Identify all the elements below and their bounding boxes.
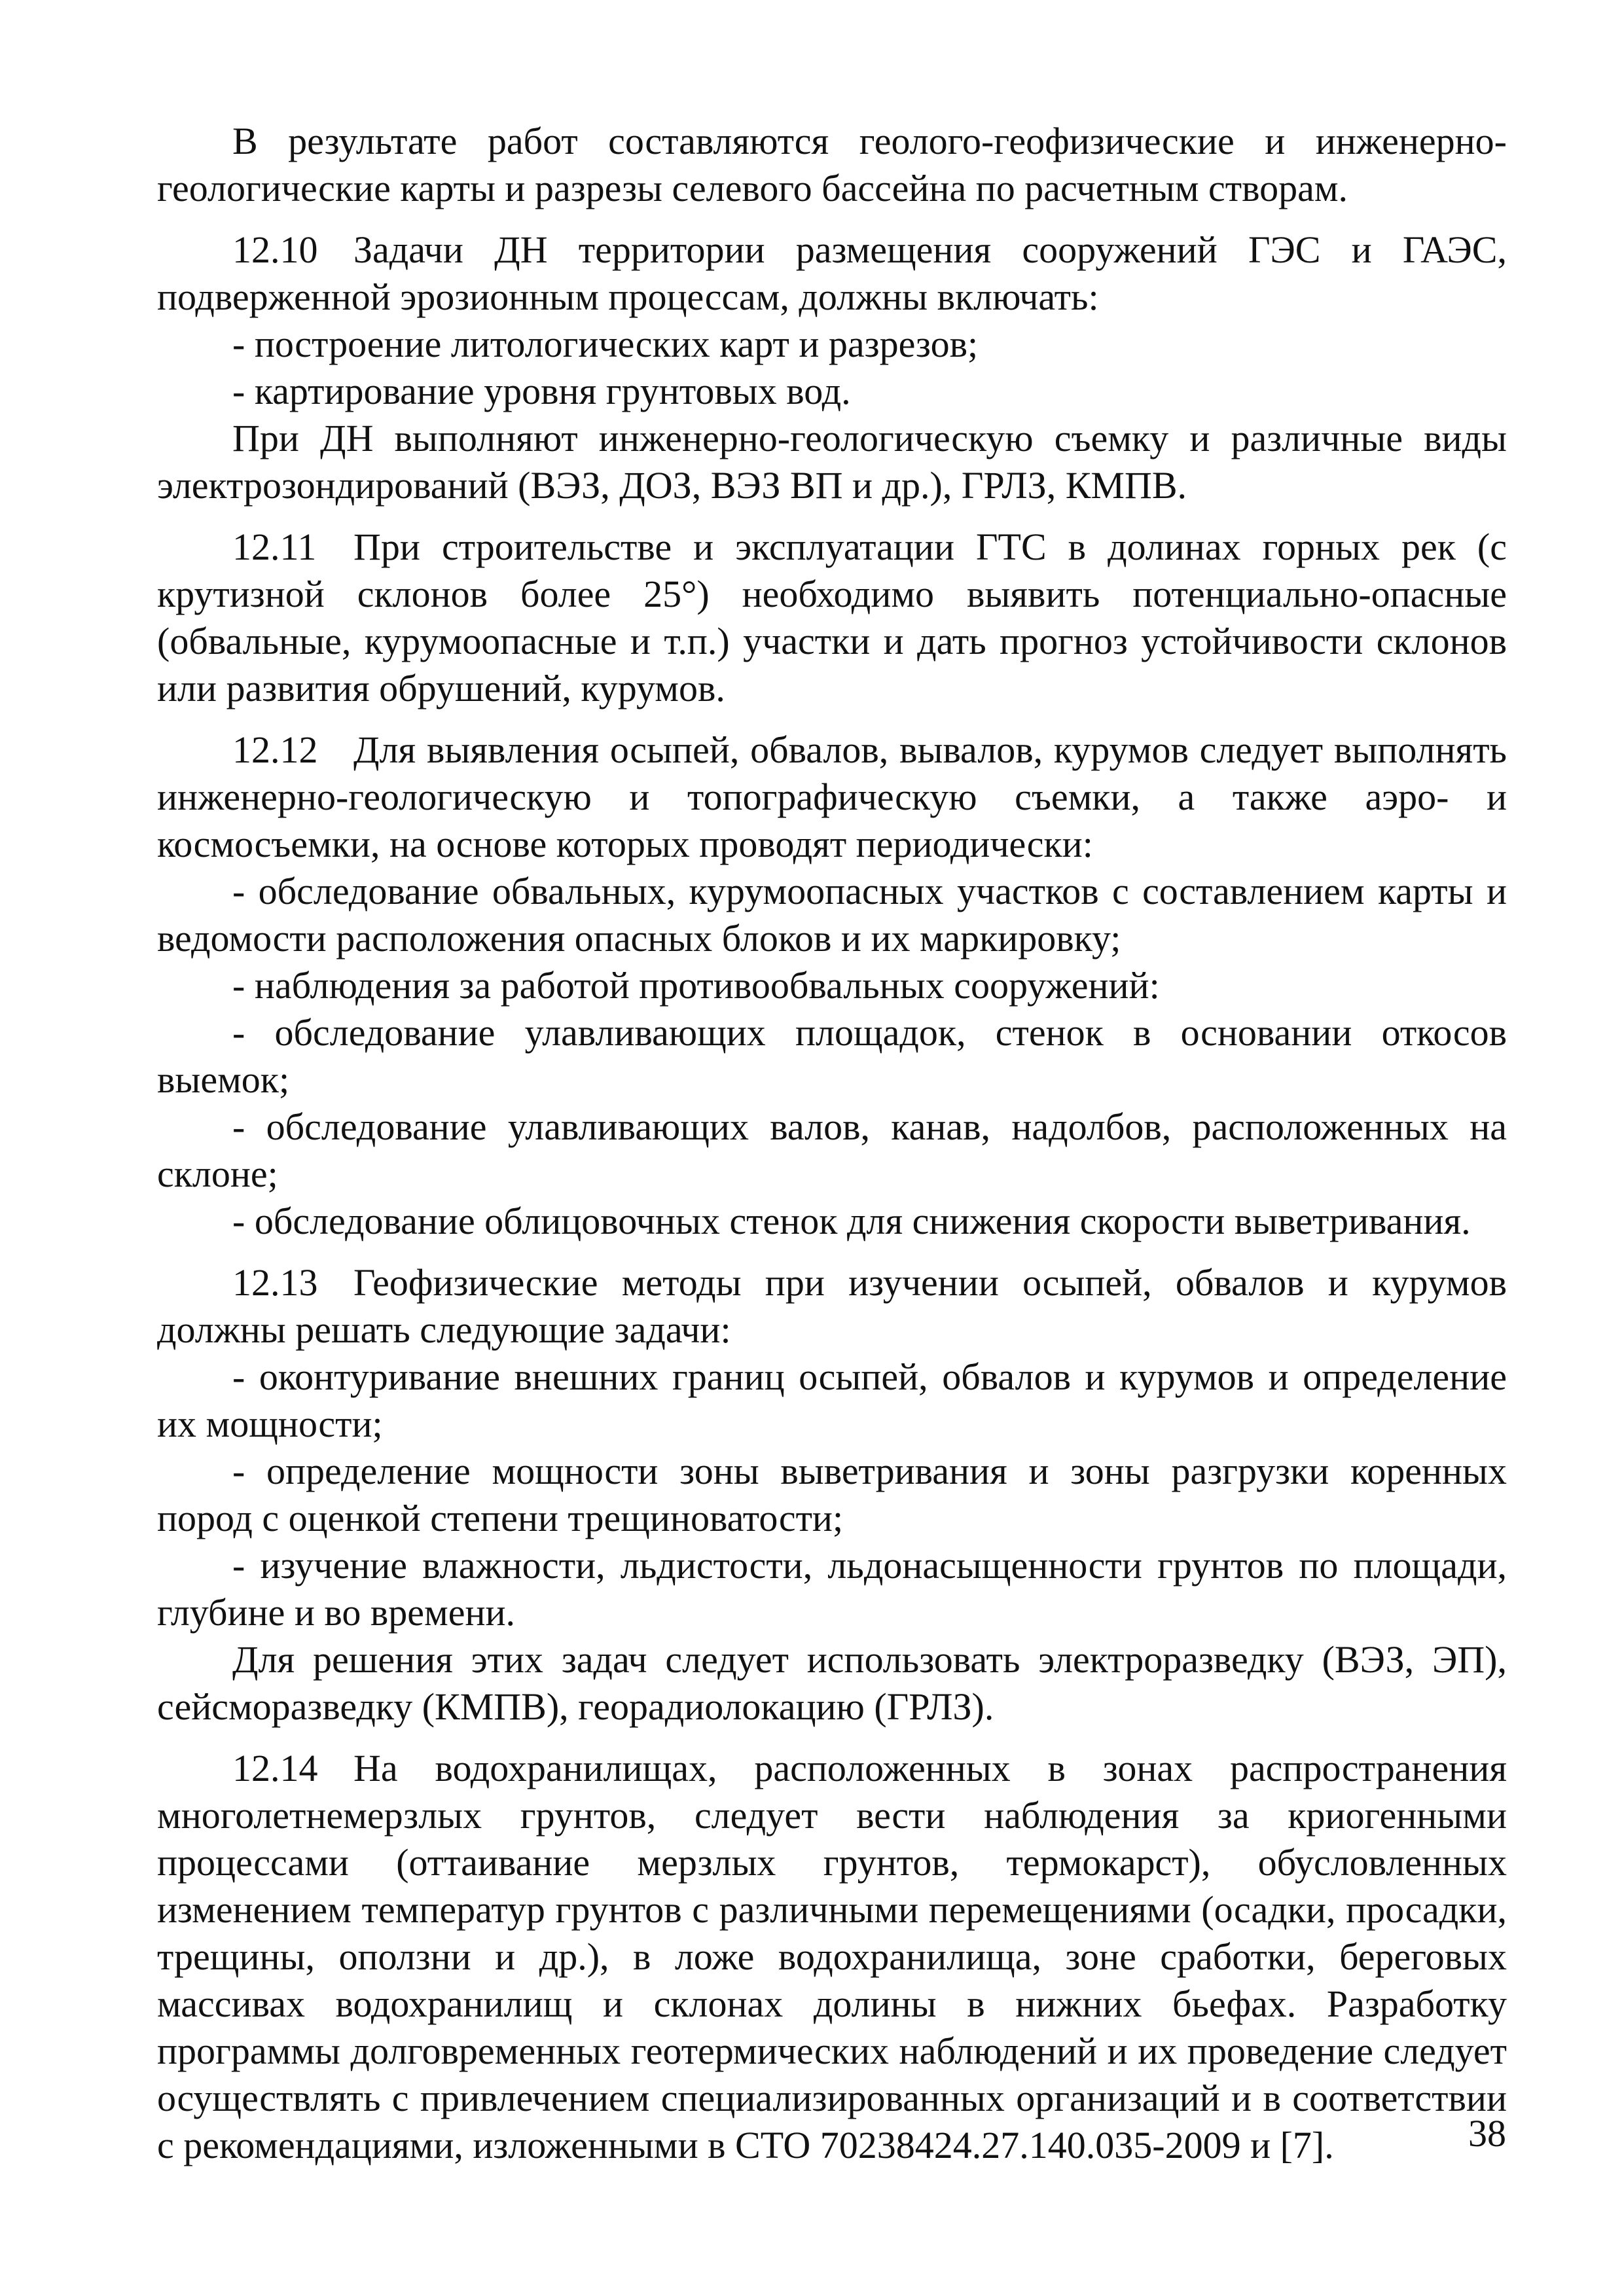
list-item: - обследование обвальных, курумоопасных участков с составлением карты и ведомости расположения опасных блоков и их маркировку; bbox=[157, 870, 1507, 960]
paragraph: Для решения этих задач следует использовать электроразведку (ВЭЗ, ЭП), сейсморазведку (КМПВ), георадиолокацию (ГРЛЗ). bbox=[157, 1638, 1507, 1728]
clause-text: На водохранилищах, расположенных в зонах распространения многолетнемерзлых грунтов, следует вести наблюдения за криогенными процессами (оттаивание мерзлых грунтов, термокарст), обусловленных изменением температур грунтов с различными перемещениями (осадки, просадки, трещины, оползни и др.), в ложе водохранилища, зоне сработки, береговых массивах водохранилищ и склонах долины в нижних бьефах. Разработку программы долговременных геотермических наблюдений и их проведение следует осуществлять с привлечением специализированных организаций и в соответствии с рекомендациями, изложенными в СТО 70238424.27.140.035-2009 и [7]. bbox=[157, 1747, 1507, 2166]
page-number: 38 bbox=[1468, 2112, 1506, 2155]
list-item: - изучение влажности, льдистости, льдонасыщенности грунтов по площади, глубине и во времени. bbox=[157, 1544, 1507, 1634]
list-item: - картирование уровня грунтовых вод. bbox=[232, 370, 851, 412]
clause-text: Геофизические методы при изучении осыпей, обвалов и курумов должны решать следующие задачи: bbox=[157, 1261, 1507, 1351]
list-item: - обследование улавливающих площадок, стенок в основании откосов выемок; bbox=[157, 1011, 1507, 1101]
clause-number: 12.10 bbox=[232, 228, 318, 271]
clause-text: Для выявления осыпей, обвалов, вывалов, курумов следует выполнять инженерно-геологическую и топографическую съемки, а также аэро- и космосъемки, на основе которых проводят периодически: bbox=[157, 728, 1507, 865]
document-page bbox=[157, 118, 1507, 2169]
paragraph-intro: В результате работ составляются геолого-геофизические и инженерно-геологические карты и разрезы селевого бассейна по расчетным створам. bbox=[157, 120, 1507, 209]
clause-number: 12.11 bbox=[232, 526, 317, 568]
clause-12-14 bbox=[157, 1745, 1507, 2169]
clause-12-13 bbox=[157, 1259, 1507, 1354]
list-item: - определение мощности зоны выветривания и зоны разгрузки коренных пород с оценкой степени трещиноватости; bbox=[157, 1450, 1507, 1539]
clause-12-11 bbox=[157, 524, 1507, 712]
clause-text: При строительстве и эксплуатации ГТС в долинах горных рек (с крутизной склонов более 25°) необходимо выявить потенциально-опасные (обвальные, курумоопасные и т.п.) участки и дать прогноз устойчивости склонов или развития обрушений, курумов. bbox=[157, 526, 1507, 709]
list-item: - обследование облицовочных стенок для снижения скорости выветривания. bbox=[232, 1200, 1471, 1242]
list-item: - оконтуривание внешних границ осыпей, обвалов и курумов и определение их мощности; bbox=[157, 1355, 1507, 1445]
clause-number: 12.14 bbox=[232, 1747, 318, 1789]
clause-12-12 bbox=[157, 726, 1507, 868]
list-item: - наблюдения за работой противообвальных сооружений: bbox=[232, 964, 1160, 1007]
clause-text: Задачи ДН территории размещения сооружений ГЭС и ГАЭС, подверженной эрозионным процессам, должны включать: bbox=[157, 228, 1507, 318]
clause-number: 12.12 bbox=[232, 728, 318, 771]
list-item: - построение литологических карт и разрезов; bbox=[232, 323, 979, 365]
clause-12-10 bbox=[157, 226, 1507, 321]
clause-number: 12.13 bbox=[232, 1261, 318, 1304]
paragraph: При ДН выполняют инженерно-геологическую съемку и различные виды электрозондирований (ВЭЗ, ДОЗ, ВЭЗ ВП и др.), ГРЛЗ, КМПВ. bbox=[157, 417, 1507, 507]
list-item: - обследование улавливающих валов, канав, надолбов, расположенных на склоне; bbox=[157, 1105, 1507, 1195]
